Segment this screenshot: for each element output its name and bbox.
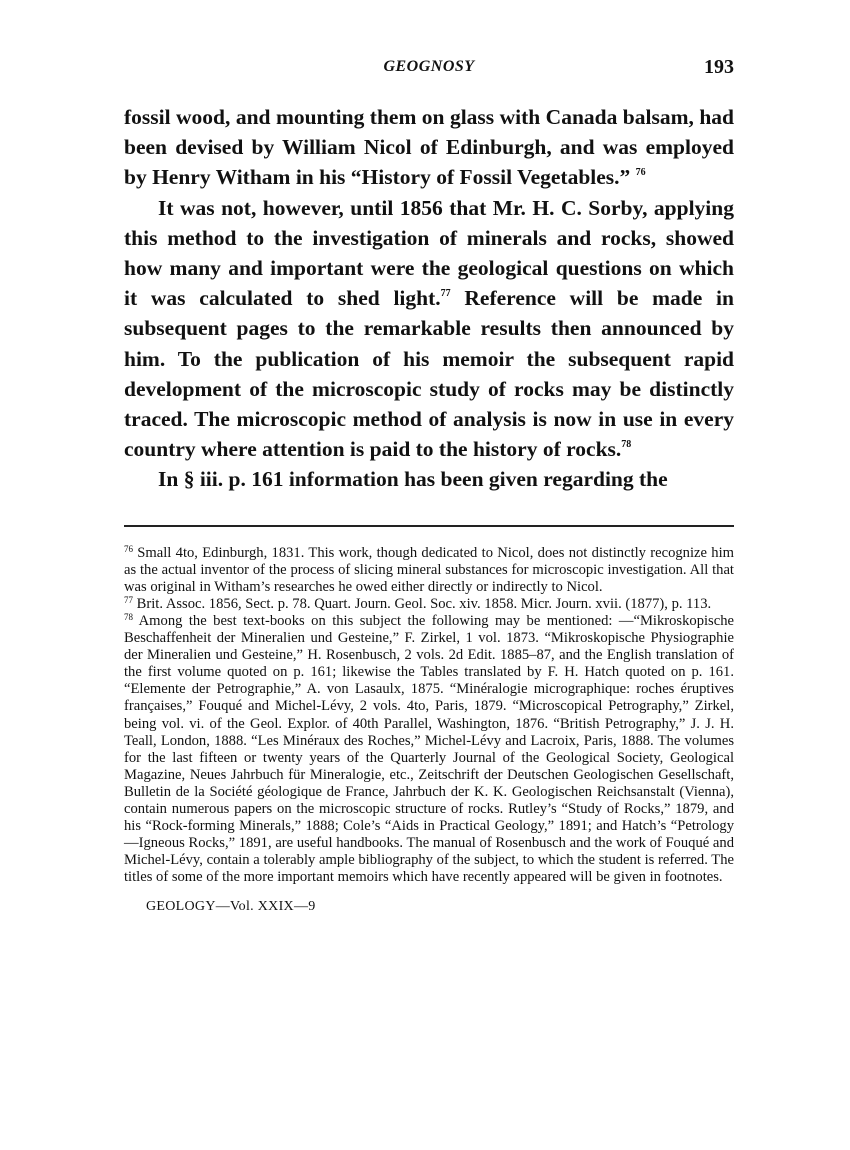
footnote-77: [124, 596, 734, 613]
footnote-ref-76: 76: [635, 167, 646, 179]
footnote-ref-78: 78: [621, 439, 632, 451]
running-header: [124, 58, 734, 88]
footnote-number: 76: [124, 543, 133, 554]
footnote-78: [124, 613, 734, 887]
body-text: [124, 102, 734, 495]
paragraph-1-text: fossil wood, and mounting them on glass with Canada balsam, had been devised by William Nicol of Edinburgh, and was employed by Henry Witham in his “History of Fossil Vegetables.”: [124, 105, 734, 190]
paragraph-2-text-a: It was not, however, until 1856 that Mr. H. C. Sorby, applying this method to the investigation of minerals and rocks, showed how many and important were the geological questions on which it was calculated to shed light.: [124, 195, 734, 311]
running-title: GEOGNOSY: [383, 58, 475, 75]
paragraph-2: [124, 193, 734, 465]
footnote-text: Brit. Assoc. 1856, Sect. p. 78. Quart. Journ. Geol. Soc. xiv. 1858. Micr. Journ. xvii. (1877), p. 113.: [133, 595, 712, 612]
signature-mark: GEOLOGY—Vol. XXIX—9: [146, 898, 316, 914]
footnote-76: [124, 545, 734, 596]
footnote-number: 78: [124, 612, 133, 623]
paragraph-3: [124, 464, 734, 494]
paragraph-2-text-b: Reference will be made in subsequent pages to the remarkable results then announced by him. To the publication of his memoir the subsequent rapid development of the microscopic study of rocks may be distinctly traced. The microscopic method of analysis is now in use in every country where attention is paid to the history of rocks.: [124, 286, 734, 462]
footnote-ref-77: 77: [440, 288, 451, 300]
page-number: 193: [704, 56, 734, 78]
footnotes: [124, 545, 734, 887]
document-page: [124, 58, 734, 915]
paragraph-1: [124, 102, 734, 193]
footnote-number: 77: [124, 594, 133, 605]
footnote-text: Small 4to, Edinburgh, 1831. This work, though dedicated to Nicol, does not distinctly recognize him as the actual inventor of the process of slicing mineral substances for microscopic investigation. All that was original in Witham’s researches he owed either directly or indirectly to Nicol.: [124, 544, 734, 595]
paragraph-3-text: In § iii. p. 161 information has been given regarding the: [158, 467, 668, 492]
footnote-divider: [124, 525, 734, 527]
footnote-text: Among the best text-books on this subject the following may be mentioned: —“Mikroskopische Beschaffenheit der Mineralien und Gesteine,” F. Zirkel, 1 vol. 1873. “Mikroskopische Physiographie der Mineralien und Gesteine,” H. Rosenbusch, 2 vols. 2d Edit. 1885–87, and the English translation of the first volume quoted on p. 161; likewise the Tables translated by F. H. Hatch quoted on p. 161. “Elemente der Petrographie,” A. von Lasaulx, 1875. “Minéralogie micrographique: roches éruptives françaises,” Fouqué and Michel-Lévy, 2 vols. 4to, Paris, 1879. “Microscopical Petrography,” Zirkel, being vol. vi. of the Geol. Explor. of 40th Parallel, Washington, 1876. “British Petrography,” J. J. H. Teall, London, 1888. “Les Minéraux des Roches,” Michel-Lévy and Lacroix, Paris, 1888. The volumes for the last fifteen or twenty years of the Quarterly Journal of the Geological Society, Geological Magazine, Neues Jahrbuch für Mineralogie, etc., Zeitschrift der Deutschen Geologischen Gesellschaft, Bulletin de la Société géologique de France, Jahrbuch der K. K. Geologischen Reichsanstalt (Vienna), contain numerous papers on the microscopic structure of rocks. Rutley’s “Study of Rocks,” 1879, and his “Rock-forming Minerals,” 1888; Cole’s “Aids in Practical Geology,” 1891; and Hatch’s “Petrology—Igneous Rocks,” 1891, are useful handbooks. The manual of Rosenbusch and the work of Fouqué and Michel-Lévy, contain a tolerably ample bibliography of the subject, to which the student is referred. The titles of some of the more important memoirs which have recently appeared will be given in footnotes.: [124, 613, 734, 886]
